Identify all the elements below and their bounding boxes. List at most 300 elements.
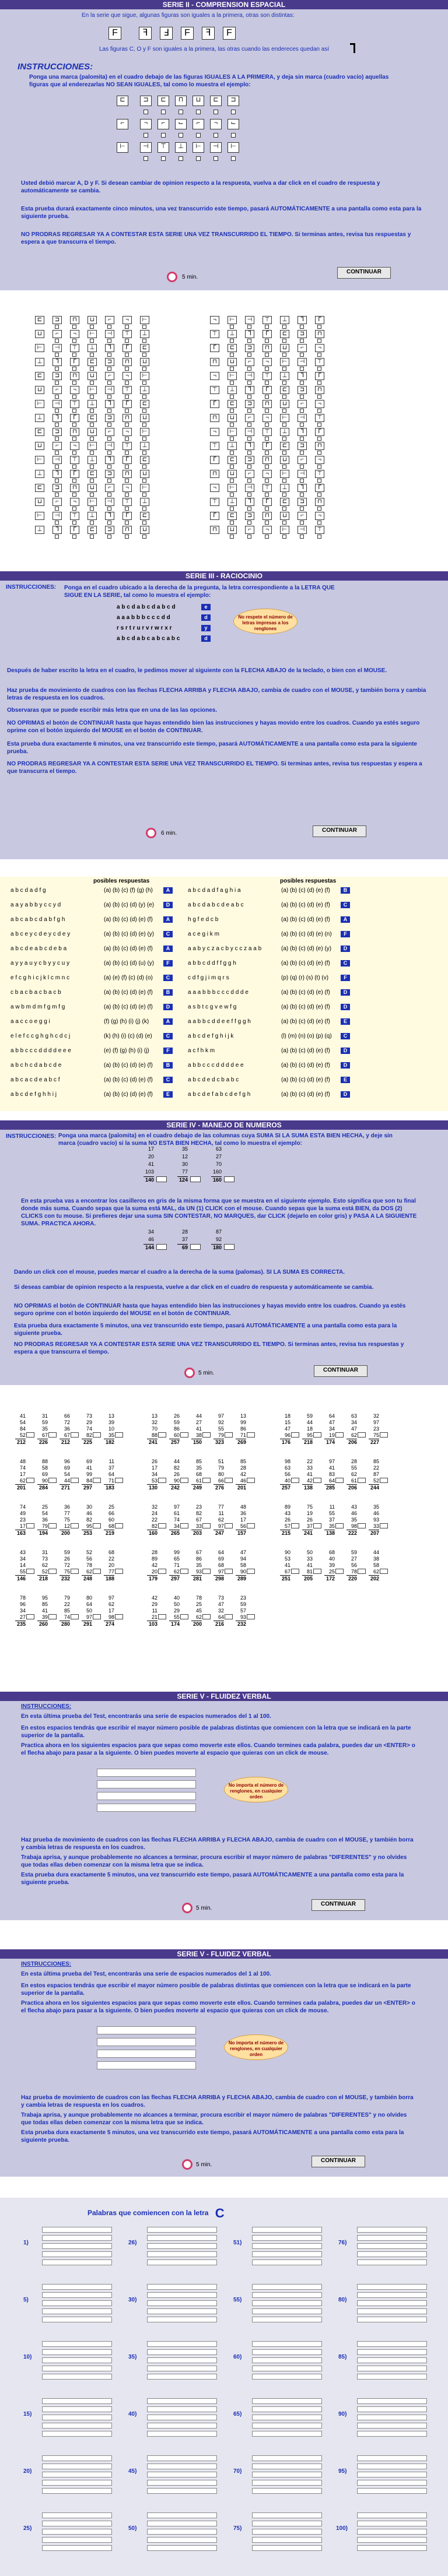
answer-checkbox[interactable] — [282, 381, 286, 385]
answer-checkbox[interactable] — [247, 353, 251, 357]
answer-checkbox[interactable] — [230, 521, 234, 525]
sum-answer-box[interactable] — [115, 1523, 123, 1528]
answer-checkbox[interactable] — [247, 381, 251, 385]
answer-checkbox[interactable] — [247, 535, 251, 539]
answer-checkbox[interactable] — [265, 479, 269, 483]
answer-checkbox[interactable] — [125, 521, 129, 525]
answer-checkbox[interactable] — [265, 465, 269, 469]
word-input-field[interactable] — [252, 2317, 322, 2322]
answer-box[interactable]: C — [163, 975, 173, 981]
sum-answer-box[interactable] — [335, 1523, 344, 1528]
answer-checkbox[interactable] — [107, 339, 111, 343]
answer-checkbox[interactable] — [300, 339, 304, 343]
answer-checkbox[interactable] — [265, 409, 269, 413]
answer-checkbox[interactable] — [72, 479, 76, 483]
answer-checkbox[interactable] — [142, 367, 146, 371]
word-input-field[interactable] — [42, 2317, 112, 2322]
word-input-field[interactable] — [147, 2284, 217, 2290]
sum-answer-box[interactable] — [26, 1432, 34, 1438]
sum-answer-box[interactable] — [180, 1478, 188, 1483]
word-input-field[interactable] — [252, 2480, 322, 2486]
answer-checkbox[interactable] — [107, 381, 111, 385]
word-input-field[interactable] — [42, 2521, 112, 2526]
answer-box[interactable]: B — [163, 989, 173, 996]
sum-answer-box[interactable] — [158, 1523, 166, 1528]
answer-checkbox[interactable] — [300, 479, 304, 483]
word-input-field[interactable] — [357, 2521, 427, 2526]
answer-box[interactable]: E — [341, 1077, 350, 1083]
word-input-field[interactable] — [252, 2227, 322, 2233]
answer-box[interactable]: F — [163, 960, 173, 967]
word-input-field[interactable] — [357, 2529, 427, 2535]
answer-box[interactable]: D — [341, 989, 350, 996]
word-input-field[interactable] — [147, 2545, 217, 2551]
word-input-field[interactable] — [42, 2374, 112, 2380]
answer-checkbox[interactable] — [142, 465, 146, 469]
word-input-field[interactable] — [357, 2415, 427, 2420]
sum-answer-box[interactable] — [158, 1614, 166, 1619]
word-input-field[interactable] — [357, 2308, 427, 2314]
word-input-field[interactable] — [252, 2472, 322, 2477]
word-input-field[interactable] — [252, 2455, 322, 2461]
answer-box[interactable]: C — [341, 960, 350, 967]
word-input-field[interactable] — [357, 2537, 427, 2543]
word-input-field[interactable] — [357, 2284, 427, 2290]
answer-checkbox[interactable] — [265, 381, 269, 385]
answer-checkbox[interactable] — [55, 325, 59, 329]
answer-checkbox[interactable] — [265, 451, 269, 455]
answer-checkbox[interactable] — [144, 133, 148, 138]
answer-checkbox[interactable] — [300, 521, 304, 525]
answer-checkbox[interactable] — [231, 110, 236, 114]
word-input-field[interactable] — [42, 2463, 112, 2469]
answer-checkbox[interactable] — [125, 339, 129, 343]
answer-checkbox[interactable] — [230, 451, 234, 455]
answer-checkbox[interactable] — [72, 339, 76, 343]
answer-checkbox[interactable] — [125, 325, 129, 329]
answer-checkbox[interactable] — [230, 479, 234, 483]
answer-checkbox[interactable] — [300, 493, 304, 497]
answer-checkbox[interactable] — [282, 493, 286, 497]
sum-answer-box[interactable] — [313, 1523, 321, 1528]
answer-box[interactable]: E — [341, 1018, 350, 1025]
answer-checkbox[interactable] — [214, 133, 218, 138]
sum-answer-box[interactable] — [291, 1569, 299, 1574]
word-input-field[interactable] — [147, 2398, 217, 2404]
sum-answer-box[interactable] — [225, 1569, 233, 1574]
answer-checkbox[interactable] — [90, 437, 94, 441]
word-input-field[interactable] — [147, 2374, 217, 2380]
word-input-field[interactable] — [252, 2259, 322, 2265]
answer-checkbox[interactable] — [55, 395, 59, 399]
answer-checkbox[interactable] — [317, 507, 321, 511]
word-input-field[interactable] — [42, 2406, 112, 2412]
word-input-field[interactable] — [42, 2480, 112, 2486]
word-input-field[interactable] — [252, 2406, 322, 2412]
sum-answer-box[interactable] — [380, 1523, 388, 1528]
answer-checkbox[interactable] — [317, 409, 321, 413]
answer-checkbox[interactable] — [55, 367, 59, 371]
word-input-field[interactable] — [42, 2512, 112, 2518]
word-input-field[interactable] — [357, 2259, 427, 2265]
sum-answer-box[interactable] — [202, 1614, 211, 1619]
word-input-field[interactable] — [252, 2300, 322, 2306]
sum-answer-box[interactable] — [26, 1523, 34, 1528]
answer-checkbox[interactable] — [161, 133, 166, 138]
answer-checkbox[interactable] — [55, 493, 59, 497]
answer-box[interactable]: B — [341, 887, 350, 894]
answer-checkbox[interactable] — [300, 325, 304, 329]
answer-checkbox[interactable] — [247, 493, 251, 497]
answer-checkbox[interactable] — [107, 367, 111, 371]
answer-checkbox[interactable] — [247, 465, 251, 469]
answer-checkbox[interactable] — [300, 409, 304, 413]
word-input-field[interactable] — [252, 2341, 322, 2347]
word-input-field[interactable] — [147, 2455, 217, 2461]
word-input-field[interactable] — [357, 2357, 427, 2363]
word-input-field[interactable] — [42, 2431, 112, 2437]
word-input-field[interactable] — [357, 2251, 427, 2257]
word-input-field[interactable] — [252, 2521, 322, 2526]
word-input-field[interactable] — [357, 2512, 427, 2518]
word-input-field[interactable] — [252, 2308, 322, 2314]
word-input-field[interactable] — [357, 2366, 427, 2371]
answer-checkbox[interactable] — [90, 395, 94, 399]
sum-answer-box[interactable] — [225, 1478, 233, 1483]
answer-checkbox[interactable] — [72, 423, 76, 427]
answer-checkbox[interactable] — [317, 479, 321, 483]
answer-checkbox[interactable] — [142, 535, 146, 539]
answer-checkbox[interactable] — [282, 465, 286, 469]
answer-checkbox[interactable] — [142, 521, 146, 525]
word-input-field[interactable] — [147, 2406, 217, 2412]
answer-checkbox[interactable] — [282, 423, 286, 427]
sum-answer-box[interactable] — [313, 1432, 321, 1438]
sum-answer-box[interactable] — [225, 1614, 233, 1619]
word-input-field[interactable] — [42, 2357, 112, 2363]
word-input-field[interactable] — [147, 2488, 217, 2494]
answer-checkbox[interactable] — [247, 507, 251, 511]
word-input-field[interactable] — [42, 2341, 112, 2347]
answer-checkbox[interactable] — [90, 423, 94, 427]
answer-checkbox[interactable] — [107, 353, 111, 357]
word-input-field[interactable] — [357, 2488, 427, 2494]
answer-checkbox[interactable] — [125, 451, 129, 455]
answer-box[interactable]: D — [341, 1062, 350, 1069]
answer-checkbox[interactable] — [72, 493, 76, 497]
answer-checkbox[interactable] — [107, 507, 111, 511]
word-input-field[interactable] — [147, 2423, 217, 2429]
sum-answer-box[interactable] — [71, 1523, 79, 1528]
answer-checkbox[interactable] — [247, 451, 251, 455]
word-input-field[interactable] — [252, 2512, 322, 2518]
word-input-field[interactable] — [357, 2374, 427, 2380]
practice-field[interactable] — [97, 2026, 196, 2034]
answer-checkbox[interactable] — [142, 423, 146, 427]
answer-checkbox[interactable] — [317, 437, 321, 441]
word-input-field[interactable] — [147, 2317, 217, 2322]
answer-checkbox[interactable] — [282, 367, 286, 371]
continue-button[interactable]: CONTINUAR — [312, 2156, 365, 2167]
word-input-field[interactable] — [42, 2243, 112, 2249]
sum-answer-box[interactable] — [180, 1432, 188, 1438]
word-input-field[interactable] — [357, 2431, 427, 2437]
answer-checkbox[interactable] — [317, 381, 321, 385]
word-input-field[interactable] — [42, 2300, 112, 2306]
answer-checkbox[interactable] — [144, 156, 148, 161]
answer-checkbox[interactable] — [317, 535, 321, 539]
sum-answer-box[interactable] — [380, 1478, 388, 1483]
word-input-field[interactable] — [147, 2235, 217, 2241]
sum-answer-box[interactable] — [26, 1569, 34, 1574]
answer-checkbox[interactable] — [300, 367, 304, 371]
answer-checkbox[interactable] — [230, 507, 234, 511]
word-input-field[interactable] — [357, 2472, 427, 2477]
continue-button[interactable]: CONTINUAR — [314, 1365, 368, 1377]
answer-checkbox[interactable] — [247, 339, 251, 343]
answer-checkbox[interactable] — [142, 493, 146, 497]
word-input-field[interactable] — [147, 2300, 217, 2306]
answer-checkbox[interactable] — [247, 325, 251, 329]
sum-answer-box[interactable] — [335, 1432, 344, 1438]
sum-answer-box[interactable] — [93, 1523, 101, 1528]
answer-checkbox[interactable] — [107, 395, 111, 399]
word-input-field[interactable] — [357, 2317, 427, 2322]
word-input-field[interactable] — [147, 2521, 217, 2526]
answer-checkbox[interactable] — [142, 353, 146, 357]
sum-answer-box[interactable] — [158, 1478, 166, 1483]
answer-checkbox[interactable] — [107, 521, 111, 525]
answer-checkbox[interactable] — [282, 507, 286, 511]
word-input-field[interactable] — [252, 2398, 322, 2404]
word-input-field[interactable] — [357, 2423, 427, 2429]
sum-answer-box[interactable] — [202, 1478, 211, 1483]
answer-checkbox[interactable] — [142, 507, 146, 511]
answer-checkbox[interactable] — [72, 521, 76, 525]
word-input-field[interactable] — [147, 2415, 217, 2420]
word-input-field[interactable] — [147, 2357, 217, 2363]
answer-checkbox[interactable] — [317, 423, 321, 427]
answer-checkbox[interactable] — [265, 395, 269, 399]
answer-checkbox[interactable] — [55, 353, 59, 357]
answer-checkbox[interactable] — [55, 521, 59, 525]
answer-checkbox[interactable] — [282, 535, 286, 539]
word-input-field[interactable] — [42, 2472, 112, 2477]
answer-checkbox[interactable] — [125, 381, 129, 385]
answer-checkbox[interactable] — [55, 409, 59, 413]
sum-answer-box[interactable] — [291, 1478, 299, 1483]
sum-answer-box[interactable] — [291, 1523, 299, 1528]
word-input-field[interactable] — [147, 2243, 217, 2249]
word-input-field[interactable] — [147, 2529, 217, 2535]
word-input-field[interactable] — [357, 2545, 427, 2551]
answer-box[interactable]: D — [163, 902, 173, 908]
sum-answer-box[interactable] — [156, 1176, 167, 1182]
answer-checkbox[interactable] — [300, 507, 304, 511]
answer-checkbox[interactable] — [90, 381, 94, 385]
answer-checkbox[interactable] — [265, 367, 269, 371]
answer-checkbox[interactable] — [125, 367, 129, 371]
sum-answer-box[interactable] — [71, 1614, 79, 1619]
word-input-field[interactable] — [147, 2431, 217, 2437]
answer-checkbox[interactable] — [282, 479, 286, 483]
answer-checkbox[interactable] — [317, 465, 321, 469]
answer-checkbox[interactable] — [90, 493, 94, 497]
word-input-field[interactable] — [252, 2431, 322, 2437]
word-input-field[interactable] — [357, 2398, 427, 2404]
answer-box[interactable]: e — [201, 604, 211, 610]
sum-answer-box[interactable] — [48, 1569, 57, 1574]
word-input-field[interactable] — [252, 2235, 322, 2241]
word-input-field[interactable] — [252, 2243, 322, 2249]
sum-answer-box[interactable] — [247, 1432, 255, 1438]
answer-checkbox[interactable] — [55, 339, 59, 343]
answer-checkbox[interactable] — [90, 479, 94, 483]
answer-checkbox[interactable] — [282, 339, 286, 343]
answer-checkbox[interactable] — [231, 156, 236, 161]
answer-checkbox[interactable] — [72, 535, 76, 539]
answer-checkbox[interactable] — [317, 325, 321, 329]
sum-answer-box[interactable] — [180, 1614, 188, 1619]
sum-answer-box[interactable] — [158, 1432, 166, 1438]
word-input-field[interactable] — [42, 2366, 112, 2371]
answer-checkbox[interactable] — [55, 423, 59, 427]
sum-answer-box[interactable] — [225, 1523, 233, 1528]
practice-field[interactable] — [97, 1792, 196, 1800]
sum-answer-box[interactable] — [93, 1478, 101, 1483]
answer-checkbox[interactable] — [125, 507, 129, 511]
practice-field[interactable] — [97, 2061, 196, 2069]
sum-answer-box[interactable] — [380, 1432, 388, 1438]
answer-checkbox[interactable] — [90, 409, 94, 413]
word-input-field[interactable] — [252, 2357, 322, 2363]
sum-answer-box[interactable] — [71, 1478, 79, 1483]
answer-checkbox[interactable] — [230, 339, 234, 343]
sum-answer-box[interactable] — [335, 1478, 344, 1483]
answer-checkbox[interactable] — [265, 521, 269, 525]
answer-checkbox[interactable] — [317, 353, 321, 357]
answer-checkbox[interactable] — [55, 479, 59, 483]
word-input-field[interactable] — [252, 2349, 322, 2355]
word-input-field[interactable] — [252, 2374, 322, 2380]
word-input-field[interactable] — [147, 2366, 217, 2371]
answer-checkbox[interactable] — [142, 479, 146, 483]
answer-checkbox[interactable] — [142, 381, 146, 385]
word-input-field[interactable] — [357, 2349, 427, 2355]
sum-answer-box[interactable] — [358, 1523, 366, 1528]
answer-checkbox[interactable] — [55, 381, 59, 385]
word-input-field[interactable] — [252, 2366, 322, 2371]
word-input-field[interactable] — [147, 2227, 217, 2233]
sum-answer-box[interactable] — [335, 1569, 344, 1574]
answer-checkbox[interactable] — [90, 339, 94, 343]
word-input-field[interactable] — [42, 2308, 112, 2314]
answer-checkbox[interactable] — [300, 451, 304, 455]
answer-box[interactable]: d — [201, 614, 211, 621]
answer-checkbox[interactable] — [178, 156, 183, 161]
sum-answer-box[interactable] — [247, 1523, 255, 1528]
answer-box[interactable]: d — [201, 635, 211, 642]
answer-checkbox[interactable] — [230, 465, 234, 469]
word-input-field[interactable] — [147, 2349, 217, 2355]
answer-checkbox[interactable] — [247, 521, 251, 525]
sum-answer-box[interactable] — [115, 1614, 123, 1619]
sum-answer-box[interactable] — [358, 1432, 366, 1438]
answer-box[interactable]: F — [163, 1048, 173, 1054]
answer-checkbox[interactable] — [90, 353, 94, 357]
answer-checkbox[interactable] — [161, 110, 166, 114]
sum-answer-box[interactable] — [115, 1569, 123, 1574]
word-input-field[interactable] — [147, 2512, 217, 2518]
answer-checkbox[interactable] — [265, 437, 269, 441]
answer-checkbox[interactable] — [72, 367, 76, 371]
answer-box[interactable]: C — [163, 1033, 173, 1039]
continue-button[interactable]: CONTINUAR — [313, 825, 366, 837]
answer-checkbox[interactable] — [125, 479, 129, 483]
answer-checkbox[interactable] — [230, 535, 234, 539]
sum-answer-box[interactable] — [180, 1523, 188, 1528]
word-input-field[interactable] — [147, 2341, 217, 2347]
answer-checkbox[interactable] — [107, 535, 111, 539]
sum-answer-box[interactable] — [48, 1614, 57, 1619]
answer-box[interactable]: A — [163, 887, 173, 894]
word-input-field[interactable] — [42, 2251, 112, 2257]
continue-button[interactable]: CONTINUAR — [312, 1899, 365, 1911]
word-input-field[interactable] — [252, 2488, 322, 2494]
sum-answer-box[interactable] — [202, 1569, 211, 1574]
word-input-field[interactable] — [42, 2455, 112, 2461]
word-input-field[interactable] — [252, 2423, 322, 2429]
answer-checkbox[interactable] — [90, 507, 94, 511]
answer-checkbox[interactable] — [55, 507, 59, 511]
answer-checkbox[interactable] — [317, 395, 321, 399]
word-input-field[interactable] — [357, 2235, 427, 2241]
answer-checkbox[interactable] — [107, 409, 111, 413]
sum-answer-box[interactable] — [115, 1432, 123, 1438]
answer-checkbox[interactable] — [230, 353, 234, 357]
sum-answer-box[interactable] — [225, 1432, 233, 1438]
answer-checkbox[interactable] — [300, 437, 304, 441]
sum-answer-box[interactable] — [180, 1569, 188, 1574]
answer-checkbox[interactable] — [230, 325, 234, 329]
sum-answer-box[interactable] — [26, 1478, 34, 1483]
answer-box[interactable]: D — [163, 1004, 173, 1010]
answer-checkbox[interactable] — [142, 325, 146, 329]
answer-checkbox[interactable] — [214, 110, 218, 114]
answer-checkbox[interactable] — [72, 409, 76, 413]
answer-box[interactable]: C — [163, 931, 173, 937]
answer-checkbox[interactable] — [107, 325, 111, 329]
answer-checkbox[interactable] — [265, 493, 269, 497]
answer-checkbox[interactable] — [72, 507, 76, 511]
answer-box[interactable]: D — [341, 1048, 350, 1054]
answer-checkbox[interactable] — [72, 353, 76, 357]
sum-answer-box[interactable] — [247, 1614, 255, 1619]
sum-answer-box[interactable] — [224, 1244, 235, 1250]
answer-checkbox[interactable] — [72, 451, 76, 455]
answer-checkbox[interactable] — [230, 423, 234, 427]
answer-checkbox[interactable] — [90, 325, 94, 329]
word-input-field[interactable] — [42, 2292, 112, 2298]
answer-box[interactable]: C — [341, 1033, 350, 1039]
answer-checkbox[interactable] — [265, 535, 269, 539]
answer-checkbox[interactable] — [317, 367, 321, 371]
word-input-field[interactable] — [42, 2349, 112, 2355]
answer-box[interactable]: E — [163, 1091, 173, 1098]
answer-checkbox[interactable] — [125, 535, 129, 539]
answer-checkbox[interactable] — [125, 395, 129, 399]
sum-answer-box[interactable] — [358, 1478, 366, 1483]
